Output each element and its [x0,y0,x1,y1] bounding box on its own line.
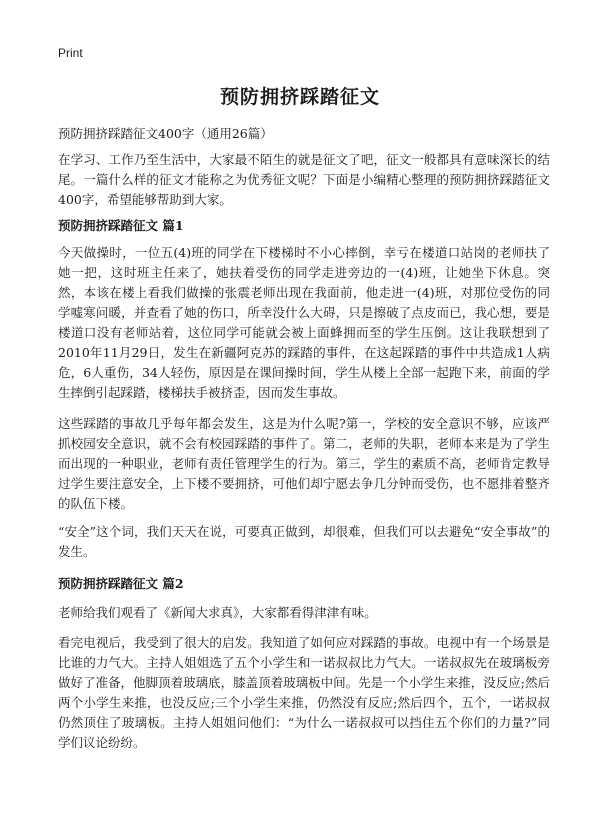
section-1-paragraph-2-block [58,414,550,514]
article-subtitle: 预防拥挤踩踏征文400字（通用26篇） [58,126,273,141]
section-1-heading-block [58,216,550,234]
section-heading: 预防拥挤踩踏征文 篇2 [58,576,184,591]
section-2-paragraph-2-block [58,633,550,753]
section-1-paragraph-3-block [58,522,550,562]
print-link[interactable]: Print [58,46,83,60]
section-paragraph: 这些踩踏的事故几乎每年都会发生，这是为什么呢?第一，学校的安全意识不够，应该严抓校园安全意识，就不会有校园踩踏的事件了。第二，老师的失职，老师本来是为了学生而出现的一种职业，老师有责任管理学生的行为。第三，学生的素质不高，老师肯定教导过学生要注意安全，上下楼不要拥挤，可他们却宁愿去争几分钟而受伤，也不愿排着整齐的队伍下楼。 [58,416,550,511]
section-2-heading-block [58,574,550,592]
intro-paragraph: 在学习、工作乃至生活中，大家最不陌生的就是征文了吧，征文一般都具有意味深长的结尾。一篇什么样的征文才能称之为优秀征文呢？下面是小编精心整理的预防拥挤踩踏征文400字，希望能够帮助到大家。 [58,152,550,207]
section-paragraph: “安全”这个词，我们天天在说，可要真正做到，却很难，但我们可以去避免“安全事故”的发生。 [58,524,550,559]
page-title: 预防拥挤踩踏征文 [219,86,380,108]
section-heading: 预防拥挤踩踏征文 篇1 [58,218,184,233]
section-1-paragraph-1-block [58,243,550,403]
section-paragraph: 老师给我们观看了《新闻大求真》，大家都看得津津有味。 [58,605,377,620]
section-paragraph: 看完电视后，我受到了很大的启发。我知道了如何应对踩踏的事故。电视中有一个场景是比谁的力气大。主持人姐姐选了五个小学生和一诺叔叔比力气大。一诺叔叔先在玻璃板旁做好了准备，他脚顶着玻璃底，膝盖顶着玻璃板中间。先是一个小学生来推，没反应;然后两个小学生来推，也没反应;三个小学生来推，仍然没有反应;然后四个，五个，一诺叔叔仍然顶住了玻璃板。主持人姐姐问他们：“为什么一诺叔叔可以挡住五个你们的力量?”同学们议论纷纷。 [58,635,550,750]
section-2-paragraph-1-block [58,603,550,623]
intro-block [58,150,550,210]
section-paragraph: 今天做操时，一位五(4)班的同学在下楼梯时不小心摔倒，幸亏在楼道口站岗的老师扶了她一把，这时班主任来了，她扶着受伤的同学走进旁边的一(4)班，让她坐下休息。突然，本该在楼上看我们做操的张震老师出现在我面前，他走进一(4)班，对那位受伤的同学嘘寒问暖，并查看了她的伤口，所幸没什么大碍，只是擦破了点皮而已，我心想，要是楼道口没有老师站着，这位同学可能就会被上面蜂拥而至的学生压倒。这让我联想到了2010年11月29日，发生在新疆阿克苏的踩踏的事件，在这起踩踏的事件中共造成1人病危，6人重伤，34人轻伤，原因是在课间操时间，学生从楼上全部一起跑下来，前面的学生摔倒引起踩踏，楼梯扶手被挤歪，因而发生事故。 [58,245,550,400]
